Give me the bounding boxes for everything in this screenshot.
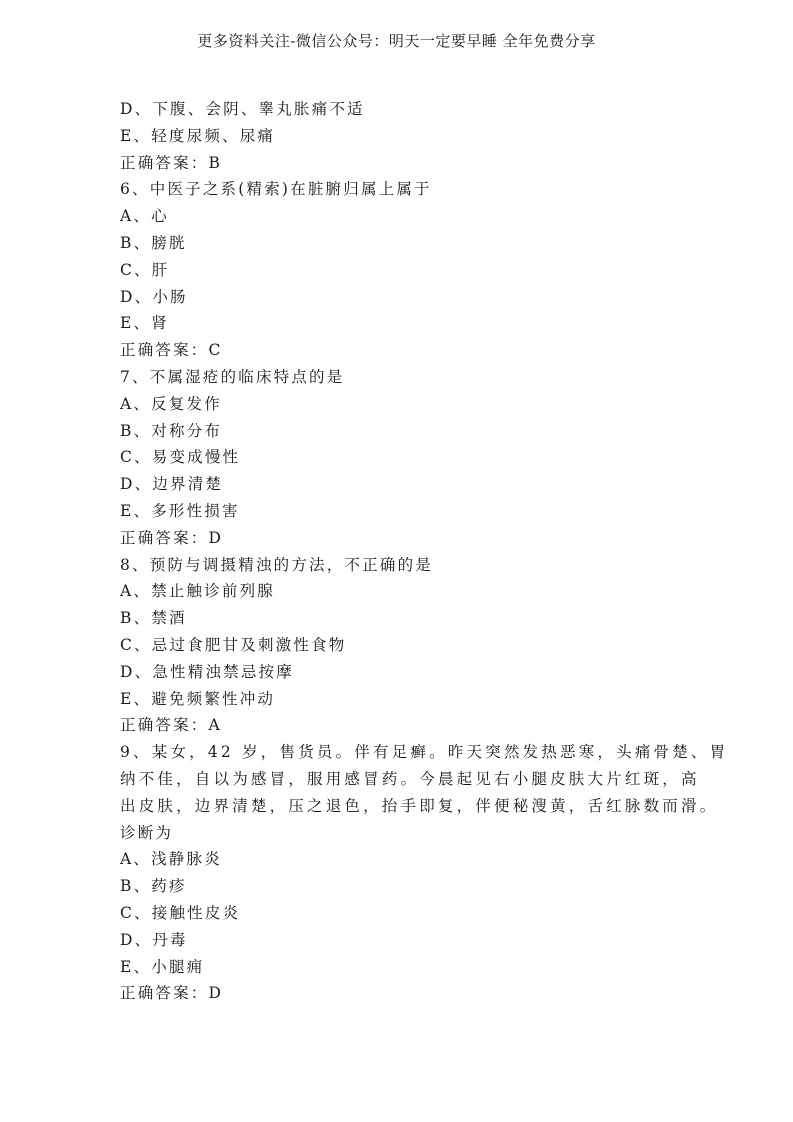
q7-option-b: B、对称分布 [120,421,223,440]
q8-answer: 正确答案：A [120,716,222,735]
q7-stem: 7、不属湿疮的临床特点的是 [120,367,345,386]
q8-option-b: B、禁酒 [120,609,187,628]
q7-option-c: C、易变成慢性 [120,448,241,467]
q9-option-d: D、丹毒 [120,930,188,949]
q7-answer: 正确答案：D [120,528,224,547]
q5-option-e: E、轻度尿频、尿痛 [120,126,276,145]
q9-option-b: B、药疹 [120,877,187,896]
q6-stem: 6、中医子之系(精索)在脏腑归属上属于 [120,180,432,199]
q9-option-e: E、小腿痈 [120,957,205,976]
q7-option-a: A、反复发作 [120,394,222,413]
q6-option-d: D、小肠 [120,287,188,306]
q8-option-c: C、忌过食肥甘及刺激性食物 [120,635,347,654]
q8-stem: 8、预防与调摄精浊的方法，不正确的是 [120,555,433,574]
q9-stem-line-2: 纳不佳，自以为感冒，服用感冒药。今晨起见右小腿皮肤大片红斑，高 [120,769,700,788]
document-body [120,96,729,1007]
q8-option-d: D、急性精浊禁忌按摩 [120,662,294,681]
page-header: 更多资料关注-微信公众号：明天一定要早睡 全年免费分享 [197,32,596,50]
q9-answer: 正确答案：D [120,984,224,1003]
q6-option-e: E、肾 [120,314,169,333]
q9-stem-line-4: 诊断为 [120,823,174,842]
q9-stem-line-3: 出皮肤，边界清楚，压之退色，抬手即复，伴便秘溲黄，舌红脉数而滑。 [120,796,719,815]
q5-answer: 正确答案：B [120,153,223,172]
q8-option-a: A、禁止触诊前列腺 [120,582,275,601]
q6-option-a: A、心 [120,207,169,226]
q7-option-d: D、边界清楚 [120,475,224,494]
q6-answer: 正确答案：C [120,341,223,360]
q6-option-c: C、肝 [120,260,170,279]
q7-option-e: E、多形性损害 [120,501,240,520]
q9-option-c: C、接触性皮炎 [120,903,241,922]
q6-option-b: B、膀胱 [120,233,187,252]
q9-option-a: A、浅静脉炎 [120,850,222,869]
q8-option-e: E、避免频繁性冲动 [120,689,276,708]
q5-option-d: D、下腹、会阴、睾丸胀痛不适 [120,100,365,118]
q9-stem-line-1: 9、某女，42 岁，售货员。伴有足癣。昨天突然发热恶寒，头痛骨楚、胃 [120,743,729,762]
